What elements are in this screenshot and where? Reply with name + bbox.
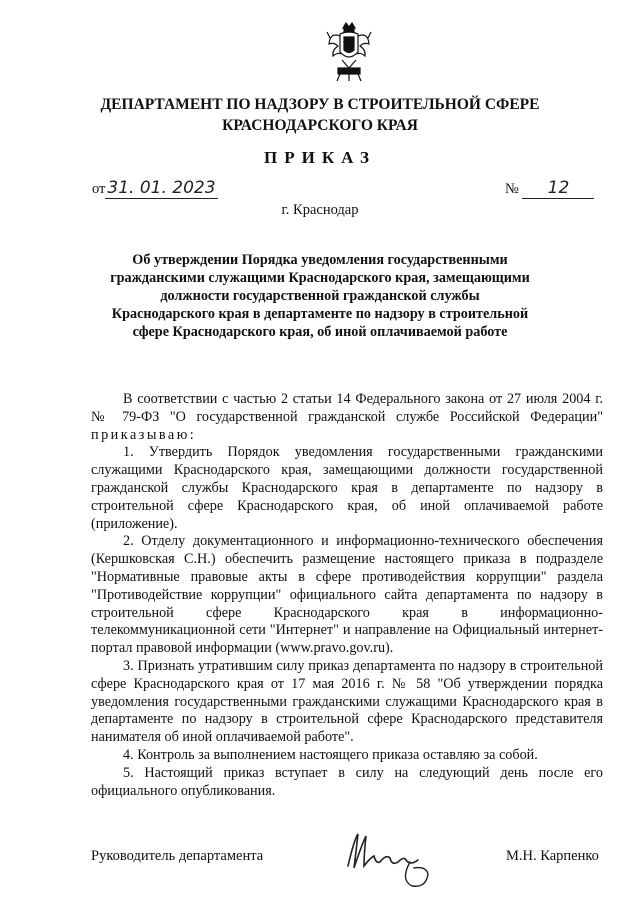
document-title: Об утверждении Порядка уведомления государственными гражданскими служащими Краснодарского края, замещающими должности государственной гражданской службы Краснодарского края в департаменте по надзору в строительной сфере Краснодарского края, об иной оплачиваемой работе bbox=[110, 252, 530, 340]
city: г. Краснодар bbox=[281, 202, 359, 218]
item-1: 1. Утвердить Порядок уведомления государственными гражданскими служащими Краснодарского края, замещающими должности государственной гражданской службы Краснодарского края в департаменте по надзору в строительной сфере Краснодарского края, об иной оплачиваемой работе (приложение). bbox=[91, 444, 603, 532]
date-row bbox=[92, 178, 218, 199]
number-value: 12 bbox=[522, 178, 594, 199]
number-label: № bbox=[505, 181, 519, 197]
signatory-role: Руководитель департамента bbox=[91, 848, 264, 864]
date-value: 31. 01. 2023 bbox=[107, 178, 216, 198]
preamble-command: приказываю: bbox=[91, 426, 197, 443]
department-line-1: ДЕПАРТАМЕНТ ПО НАДЗОРУ В СТРОИТЕЛЬНОЙ СФЕРЕ bbox=[100, 96, 540, 113]
document-type: ПРИКАЗ bbox=[264, 148, 376, 167]
document-body bbox=[91, 391, 603, 800]
item-5: 5. Настоящий приказ вступает в силу на следующий день после его официального опубликования. bbox=[91, 764, 603, 799]
signatory-name: М.Н. Карпенко bbox=[506, 848, 599, 864]
item-4: 4. Контроль за выполнением настоящего приказа оставляю за собой. bbox=[123, 746, 538, 763]
number-row bbox=[505, 178, 594, 199]
coat-of-arms-icon bbox=[326, 22, 372, 82]
department-line-2: КРАСНОДАРСКОГО КРАЯ bbox=[222, 117, 418, 134]
item-2: 2. Отделу документационного и информационно-технического обеспечения (Кершковская С.Н.) обеспечить размещение настоящего приказа в подразделе "Нормативные правовые акты в сфере противодействия коррупции" раздела "Противодействие коррупции" официального сайта департамента по надзору в строительной сфере Краснодарского края в информационно-телекоммуникационной сети "Интернет" и направление на Официальный интернет-портал правовой информации (www.pravo.gov.ru). bbox=[91, 533, 603, 657]
date-label: от bbox=[92, 181, 106, 197]
item-3: 3. Признать утратившим силу приказ департамента по надзору в строительной сфере Краснодарского края от 17 мая 2016 г. № 58 "Об утверждении порядка уведомления государственными гражданскими служащими Краснодарского края в департаменте по надзору в строительной сфере Краснодарского представителя нанимателя об иной оплачиваемой работе". bbox=[91, 657, 603, 746]
handwritten-signature bbox=[340, 822, 440, 892]
preamble-text: В соответствии с частью 2 статьи 14 Федерального закона от 27 июля 2004 г. № 79-ФЗ "О государственной гражданской службе Российской Федерации" bbox=[91, 391, 603, 425]
department-name bbox=[0, 94, 640, 136]
preamble bbox=[91, 391, 603, 444]
